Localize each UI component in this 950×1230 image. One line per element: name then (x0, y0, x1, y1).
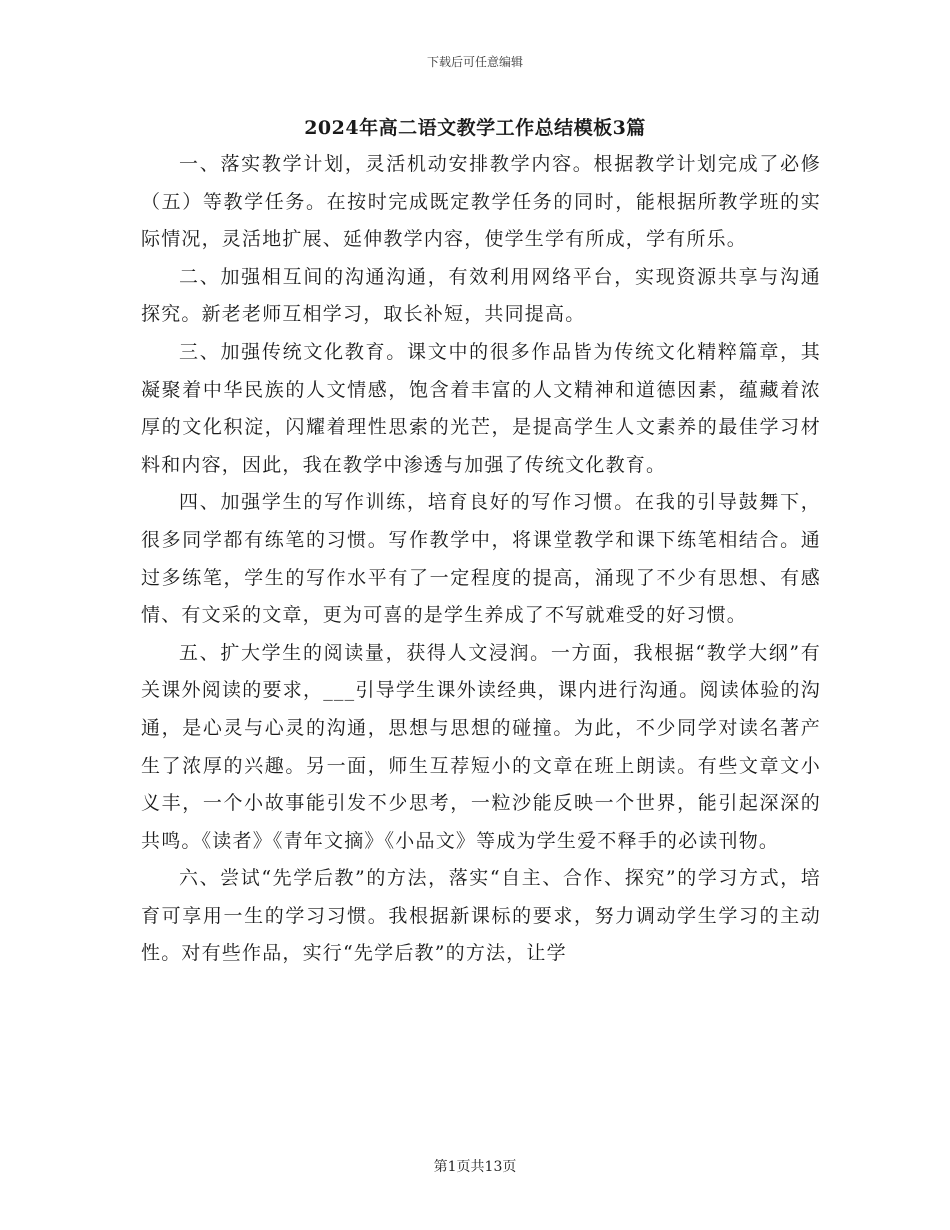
paragraph-6: 六、尝试“先学后教”的方法，落实“自主、合作、探究”的学习方式，培育可享用一生的学习习惯。我根据新课标的要求，努力调动学生学习的主动性。对有些作品，实行“先学后教”的方法，让学 (141, 867, 821, 965)
page-header-note: 下载后可任意编辑 (426, 55, 523, 69)
document-title: 2024年高二语文教学工作总结模板3篇 (304, 117, 646, 139)
document-body (141, 146, 821, 973)
page-number: 第1页共13页 (433, 1159, 517, 1175)
paragraph-1: 一、落实教学计划，灵活机动安排教学内容。根据教学计划完成了必修（五）等教学任务。在按时完成既定教学任务的同时，能根据所教学班的实际情况，灵活地扩展、延伸教学内容，使学生学有所成，学有所乐。 (141, 153, 821, 251)
paragraph-4: 四、加强学生的写作训练，培育良好的写作习惯。在我的引导鼓舞下，很多同学都有练笔的习惯。写作教学中，将课堂教学和课下练笔相结合。通过多练笔，学生的写作水平有了一定程度的提高，涌现了不少有思想、有感情、有文采的文章，更为可喜的是学生养成了不写就难受的好习惯。 (141, 491, 821, 627)
paragraph-3: 三、加强传统文化教育。课文中的很多作品皆为传统文化精粹篇章，其凝聚着中华民族的人文情感，饱含着丰富的人文精神和道德因素，蕴藏着浓厚的文化积淀，闪耀着理性思索的光芒，是提高学生人文素养的最佳学习材料和内容，因此，我在教学中渗透与加强了传统文化教育。 (141, 340, 821, 476)
paragraph-5: 五、扩大学生的阅读量，获得人文浸润。一方面，我根据“教学大纲”有关课外阅读的要求，___引导学生课外读经典，课内进行沟通。阅读体验的沟通，是心灵与心灵的沟通，思想与思想的碰撞。为此，不少同学对读名著产生了浓厚的兴趣。另一面，师生互荐短小的文章在班上朗读。有些文章文小义丰，一个小故事能引发不少思考，一粒沙能反映一个世界，能引起深深的共鸣。《读者》《青年文摘》《小品文》等成为学生爱不释手的必读刊物。 (141, 641, 821, 852)
paragraph-2: 二、加强相互间的沟通沟通，有效利用网络平台，实现资源共享与沟通探究。新老老师互相学习，取长补短，共同提高。 (141, 265, 821, 326)
